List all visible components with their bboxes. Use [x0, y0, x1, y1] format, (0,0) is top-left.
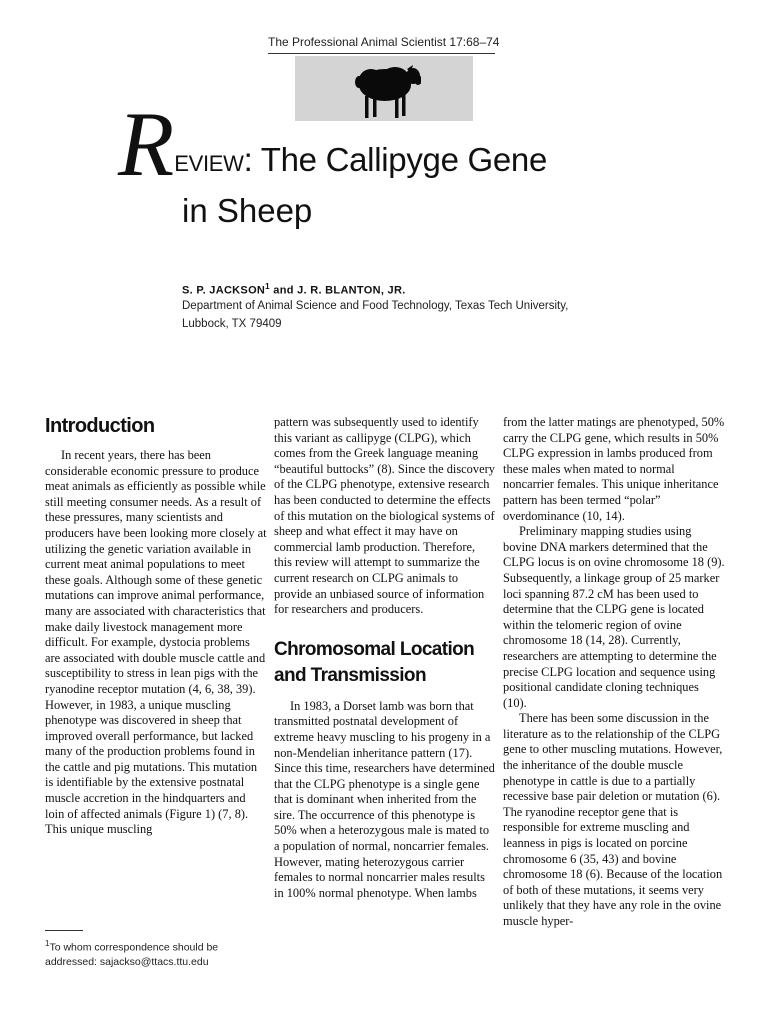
affiliation-line1: Department of Animal Science and Food Technology, Texas Tech University, — [182, 300, 569, 312]
article-title — [118, 93, 548, 195]
paragraph: Preliminary mapping studies using bovine DNA markers determined that the CLPG locus is on ovine chromosome 18 (9). Subsequently, a linkage group of 25 marker loci spanning 87.2 cM has been used to determine that the CLPG gene is located within the telomeric region of ovine chromosome 18 (14, 28). Currently, researchers are attempting to determine the precise CLPG location and sequence using positional candidate cloning techniques (10). — [503, 524, 725, 710]
author-line — [182, 282, 406, 297]
header-rule — [268, 53, 495, 54]
column-2 — [274, 415, 496, 901]
footnote-mark: 1 — [45, 939, 50, 948]
section-heading-chromosomal-location — [274, 637, 496, 689]
section-heading-introduction: Introduction — [45, 415, 155, 437]
heading-line: and Transmission — [274, 664, 426, 686]
title-rest: : The Callipyge Gene — [243, 141, 548, 178]
title-small-caps: EVIEW — [174, 151, 244, 176]
footnote-rule — [45, 930, 83, 931]
paragraph: from the latter matings are phenotyped, 50% carry the CLPG gene, which results in 50% CLPG expression in lambs produced from these males when mated to normal noncarrier females. This unique inheritance pattern has been termed “polar” overdominance (10, 14). — [503, 415, 725, 523]
title-initial: R — [118, 93, 175, 195]
paragraph: pattern was subsequently used to identify this variant as callipyge (CLPG), which comes from the Greek language meaning “beautiful buttocks” (8). Since the discovery of the CLPG phenotype, extensive research has been conducted to determine the effects of this mutation on the biological systems of sheep and what effect it may have on commercial lamb production. Therefore, this review will attempt to summarize the current research on CLPG animals to provide an unbiased source of information for researchers and producers. — [274, 415, 495, 617]
journal-citation: The Professional Animal Scientist 17:68–74 — [268, 35, 500, 49]
column-1 — [45, 413, 267, 838]
footnote-text: To whom correspondence should be addressed: sajackso@ttacs.ttu.edu — [45, 941, 219, 968]
author-2: and J. R. BLANTON, JR. — [269, 284, 406, 297]
affiliation-line2: Lubbock, TX 79409 — [182, 318, 282, 330]
column-3 — [503, 415, 725, 930]
paragraph: In recent years, there has been considerable economic pressure to produce meat animals as efficiently as possible while still meeting consumer needs. As a result of these pressures, many scientists and producers have been looking more closely at utilizing the genetic variation available in current meat animal populations to meet these goals. Although some of these genetic mutations can improve animal performance, many are associated with characteristics that make daily livestock management more difficult. For example, dystocia problems are associated with double muscle cattle and susceptibility to stress in lean pigs with the ryanodine receptor mutation (4, 6, 38, 39). However, in 1983, a unique muscling phenotype was discovered in sheep that improved overall performance, but lacked many of the production problems found in the cattle and pig mutations. This mutation is identifiable by the extensive postnatal muscle accretion in the hindquarters and loin of affected animals (Figure 1) (7, 8). This unique muscling — [45, 448, 267, 837]
heading-line: Chromosomal Location — [274, 638, 475, 660]
footnote — [45, 937, 267, 970]
paragraph: In 1983, a Dorset lamb was born that transmitted postnatal development of extreme heavy muscling to his progeny in a non-Mendelian inheritance pattern (17). Since this time, researchers have determined that the CLPG phenotype is a single gene that is dominant when inherited from the sire. The occurrence of this phenotype is 50% when a heterozygous male is mated to a population of normal, noncarrier females. However, mating heterozygous carrier females to normal noncarrier males results in 100% normal phenotype. When lambs — [274, 698, 495, 900]
author-1: S. P. JACKSON — [182, 284, 266, 297]
paragraph: There has been some discussion in the literature as to the relationship of the CLPG gene to other muscling mutations. However, the inheritance of the double muscle phenotype in cattle is due to a partially recessive base pair deletion or mutation (6). The ryanodine receptor gene that is responsible for extreme muscling and leanness in pigs is located on porcine chromosome 6 (35, 43) and bovine chromosome 18 (6). Because of the location of both of these mutations, it seems very unlikely that they have any role in the ovine muscle hyper- — [503, 711, 723, 928]
title-line2: in Sheep — [182, 192, 313, 229]
author-footnote-mark: 1 — [265, 282, 270, 291]
